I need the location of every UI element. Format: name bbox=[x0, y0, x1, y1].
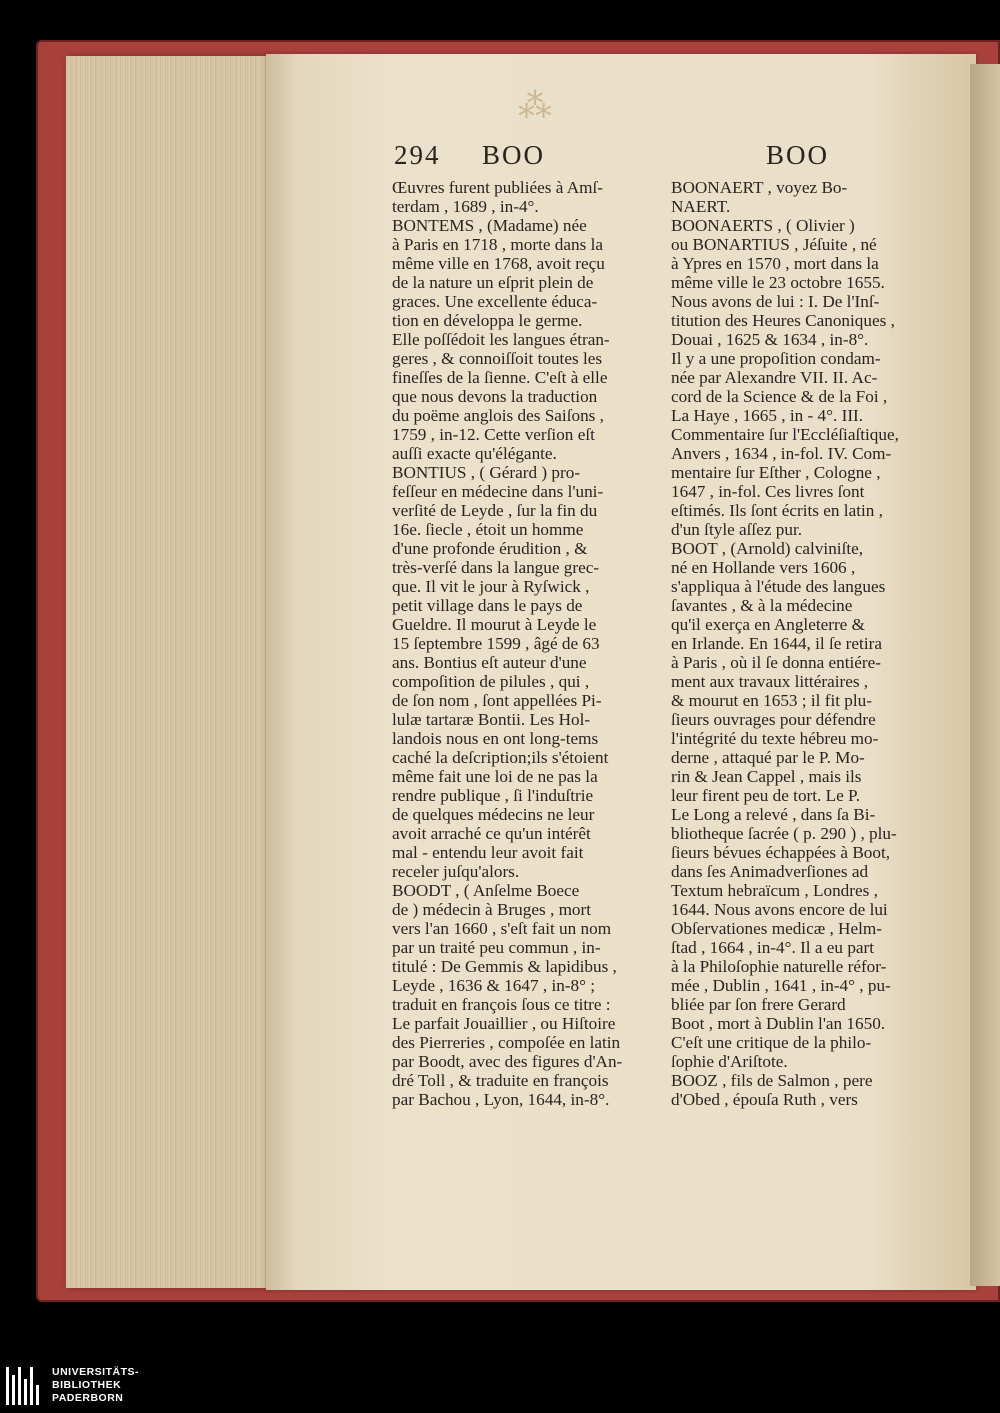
right-column bbox=[671, 178, 929, 1109]
logo-line-2: BIBLIOTHEK bbox=[52, 1379, 122, 1391]
text-line: dré Toll , & traduite en françois bbox=[392, 1071, 609, 1090]
text-line: d'un ſtyle aſſez pur. bbox=[671, 520, 803, 539]
text-line: dans ſes Animadverſiones ad bbox=[671, 862, 869, 881]
text-line: même fait une loi de ne pas la bbox=[392, 767, 598, 786]
text-line: 1647 , in-fol. Ces livres ſont bbox=[671, 482, 865, 501]
text-line: Douai , 1625 & 1634 , in-8°. bbox=[671, 330, 869, 349]
text-line: Le Long a relevé , dans ſa Bi- bbox=[671, 805, 876, 824]
text-line: de quelques médecins ne leur bbox=[392, 805, 595, 824]
text-line: mée , Dublin , 1641 , in-4° , pu- bbox=[671, 976, 891, 995]
text-line: Anvers , 1634 , in-fol. IV. Com- bbox=[671, 444, 892, 463]
facing-page-edge bbox=[970, 64, 1000, 1286]
text-line: à Paris en 1718 , morte dans la bbox=[392, 235, 603, 254]
text-line: ſavantes , & à la médecine bbox=[671, 596, 853, 615]
text-line: Œuvres furent publiées à Amſ- bbox=[392, 178, 603, 197]
text-line: compoſition de pilules , qui , bbox=[392, 672, 590, 691]
text-line: geres , & connoiſſoit toutes les bbox=[392, 349, 603, 368]
text-line: 1644. Nous avons encore de lui bbox=[671, 900, 888, 919]
text-line: Elle poſſédoit les langues étran- bbox=[392, 330, 610, 349]
text-line: landois nous en ont long-tems bbox=[392, 729, 599, 748]
text-line: de ) médecin à Bruges , mort bbox=[392, 900, 592, 919]
text-line: Obſervationes medicæ , Helm- bbox=[671, 919, 882, 938]
text-line: derne , attaqué par le P. Mo- bbox=[671, 748, 865, 767]
text-line: bliotheque ſacrée ( p. 290 ) , plu- bbox=[671, 824, 897, 843]
text-line: rendre publique , ſi l'induſtrie bbox=[392, 786, 594, 805]
logo-line-1: UNIVERSITÄTS- bbox=[52, 1366, 140, 1378]
text-line: Nous avons de lui : I. De l'Inſ- bbox=[671, 292, 880, 311]
text-line: né en Hollande vers 1606 , bbox=[671, 558, 856, 577]
text-line: ſophie d'Ariſtote. bbox=[671, 1052, 788, 1071]
page-edges bbox=[66, 56, 266, 1288]
text-line: Boot , mort à Dublin l'an 1650. bbox=[671, 1014, 886, 1033]
header-right: BOO bbox=[766, 140, 830, 170]
text-line: même ville le 23 octobre 1655. bbox=[671, 273, 885, 292]
text-line: d'une profonde érudition , & bbox=[392, 539, 588, 558]
text-line: ment aux travaux littéraires , bbox=[671, 672, 869, 691]
text-line: lulæ tartaræ Bontii. Les Hol- bbox=[392, 710, 591, 729]
library-logo bbox=[0, 1363, 1000, 1413]
text-line: née par Alexandre VII. II. Ac- bbox=[671, 368, 878, 387]
text-line: traduit en françois ſous ce titre : bbox=[392, 995, 611, 1014]
text-line: des Pierreries , compoſée en latin bbox=[392, 1033, 621, 1052]
text-line: à Ypres en 1570 , mort dans la bbox=[671, 254, 879, 273]
text-line: BONTIUS , ( Gérard ) pro- bbox=[392, 463, 581, 482]
text-line: petit village dans le pays de bbox=[392, 596, 583, 615]
text-line: & mourut en 1653 ; il fit plu- bbox=[671, 691, 872, 710]
header-left: BOO bbox=[482, 140, 546, 170]
text-line: C'eſt une critique de la philo- bbox=[671, 1033, 872, 1052]
text-line: que nous devons la traduction bbox=[392, 387, 598, 406]
text-line: très-verſé dans la langue grec- bbox=[392, 558, 600, 577]
page-number: 294 bbox=[394, 140, 441, 170]
text-line: en Irlande. En 1644, il ſe retira bbox=[671, 634, 882, 653]
text-line: par Bachou , Lyon, 1644, in-8°. bbox=[392, 1090, 610, 1109]
text-line: à la Philoſophie naturelle réfor- bbox=[671, 957, 887, 976]
text-line: BOONAERT , voyez Bo- bbox=[671, 178, 848, 197]
text-line: titution des Heures Canoniques , bbox=[671, 311, 895, 330]
left-column bbox=[392, 178, 656, 1109]
text-line: de ſon nom , ſont appellées Pi- bbox=[392, 691, 602, 710]
text-line: à Paris , où il ſe donna entiére- bbox=[671, 653, 882, 672]
logo-line-3: PADERBORN bbox=[52, 1392, 124, 1404]
text-line: ou BONARTIUS , Jéſuite , né bbox=[671, 235, 877, 254]
text-line: Leyde , 1636 & 1647 , in-8° ; bbox=[392, 976, 596, 995]
text-line: verſité de Leyde , ſur la fin du bbox=[392, 501, 598, 520]
text-line: ſtad , 1664 , in-4°. Il a eu part bbox=[671, 938, 875, 957]
text-line: Le parfait Jouaillier , ou Hiſtoire bbox=[392, 1014, 616, 1033]
text-line: 15 ſeptembre 1599 , âgé de 63 bbox=[392, 634, 600, 653]
text-line: vers l'an 1660 , s'eſt fait un nom bbox=[392, 919, 612, 938]
text-line: bliée par ſon frere Gerard bbox=[671, 995, 846, 1014]
text-line: Il y a une propoſition condam- bbox=[671, 349, 881, 368]
text-line: graces. Une excellente éduca- bbox=[392, 292, 598, 311]
text-line: receler juſqu'alors. bbox=[392, 862, 520, 881]
text-line: s'appliqua à l'étude des langues bbox=[671, 577, 886, 596]
page-ornament-icon: ⁂ bbox=[518, 88, 552, 125]
text-line: même ville en 1768, avoit reçu bbox=[392, 254, 605, 273]
text-line: terdam , 1689 , in-4°. bbox=[392, 197, 539, 216]
text-line: cord de la Science & de la Foi , bbox=[671, 387, 888, 406]
text-line: titulé : De Gemmis & lapidibus , bbox=[392, 957, 617, 976]
text-line: leur firent peu de tort. Le P. bbox=[671, 786, 861, 805]
text-line: 16e. ſiecle , étoit un homme bbox=[392, 520, 584, 539]
text-line: qu'il exerça en Angleterre & bbox=[671, 615, 865, 634]
text-line: tion en développa le germe. bbox=[392, 311, 583, 330]
text-line: BOOZ , fils de Salmon , pere bbox=[671, 1071, 873, 1090]
text-line: fineſſes de la ſienne. C'eſt à elle bbox=[392, 368, 608, 387]
text-line: que. Il vit le jour à Ryſwick , bbox=[392, 577, 590, 596]
text-line: BOODT , ( Anſelme Boece bbox=[392, 881, 580, 900]
text-line: avoit arraché ce qu'un intérêt bbox=[392, 824, 591, 843]
text-line: auſſi exacte qu'élégante. bbox=[392, 444, 557, 463]
text-line: La Haye , 1665 , in - 4°. III. bbox=[671, 406, 864, 425]
text-line: BOOT , (Arnold) calviniſte, bbox=[671, 539, 864, 558]
text-line: BONTEMS , (Madame) née bbox=[392, 216, 587, 235]
text-line: Textum hebraïcum , Londres , bbox=[671, 881, 878, 900]
text-line: ans. Bontius eſt auteur d'une bbox=[392, 653, 587, 672]
text-line: mal - entendu leur avoit fait bbox=[392, 843, 584, 862]
text-line: du poëme anglois des Saiſons , bbox=[392, 406, 604, 425]
text-line: par Boodt, avec des figures d'An- bbox=[392, 1052, 623, 1071]
text-line: de la nature un eſprit plein de bbox=[392, 273, 594, 292]
text-line: Commentaire ſur l'Eccléſiaſtique, bbox=[671, 425, 899, 444]
text-line: BOONAERTS , ( Olivier ) bbox=[671, 216, 855, 235]
text-line: NAERT. bbox=[671, 197, 731, 216]
text-line: eſtimés. Ils ſont écrits en latin , bbox=[671, 501, 883, 520]
library-logo-icon bbox=[6, 1367, 46, 1407]
text-line: d'Obed , épouſa Ruth , vers bbox=[671, 1090, 858, 1109]
text-line: ſieurs ouvrages pour défendre bbox=[671, 710, 876, 729]
text-line: mentaire ſur Eſther , Cologne , bbox=[671, 463, 881, 482]
text-line: 1759 , in-12. Cette verſion eſt bbox=[392, 425, 595, 444]
text-line: feſſeur en médecine dans l'uni- bbox=[392, 482, 604, 501]
text-line: l'intégrité du texte hébreu mo- bbox=[671, 729, 879, 748]
text-line: par un traité peu commun , in- bbox=[392, 938, 601, 957]
text-line: ſieurs bévues échappées à Boot, bbox=[671, 843, 891, 862]
text-line: caché la deſcription;ils s'étoient bbox=[392, 748, 609, 767]
text-line: rin & Jean Cappel , mais ils bbox=[671, 767, 862, 786]
text-line: Gueldre. Il mourut à Leyde le bbox=[392, 615, 597, 634]
